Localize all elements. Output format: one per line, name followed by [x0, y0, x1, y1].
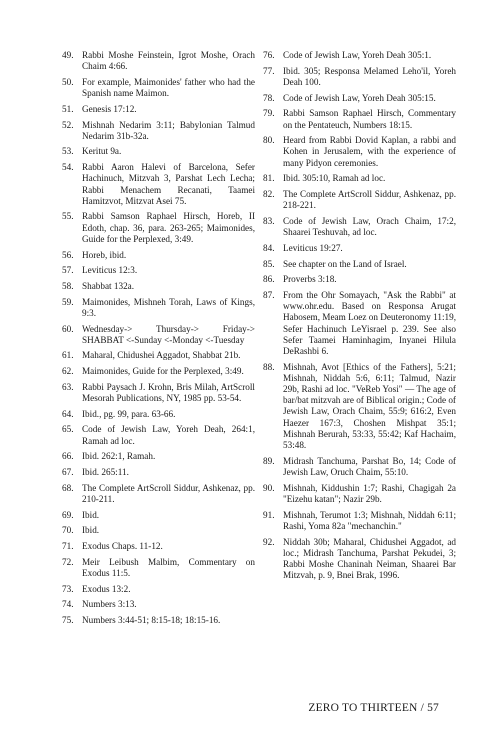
endnote-number: 86. [263, 274, 275, 285]
endnote-number: 81. [263, 173, 275, 184]
endnote-number: 77. [263, 65, 275, 76]
endnote-number: 67. [62, 467, 74, 478]
endnote-item [263, 243, 456, 254]
endnote-text: Ibid. [82, 509, 100, 520]
endnote-item [62, 510, 255, 521]
endnote-text: Shabbat 132a. [82, 280, 135, 291]
endnote-text: Mishnah, Avot [Ethics of the Fathers], 5:21; Mishnah, Niddah 5:6, 6:11; Talmud, Nazir 29b, Rashi ad loc. "VeReb Yosi" — The age of bar/bat mitzvah are of Biblical origin.; Code of Jewish Law, Orach Chaim, 55:9; 616:2, Even Haezer 167:3, Choshen Mishpat 35:1; Mishnah Berurah, 53:33, 55:42; Kaf Hachaim, 53:48. [283, 361, 456, 451]
endnote-number: 76. [263, 50, 275, 60]
endnote-text: Exodus 13:2. [82, 583, 131, 594]
endnote-item [62, 265, 255, 276]
endnote-number: 63. [62, 381, 74, 392]
endnote-item [62, 281, 255, 292]
endnote-text: Numbers 3:44-51; 8:15-18; 18:15-16. [82, 615, 221, 626]
endnote-number: 54. [62, 162, 74, 173]
endnote-number: 87. [263, 289, 275, 300]
endnote-number: 84. [263, 242, 275, 253]
endnotes-list-left [62, 50, 255, 626]
endnote-text: Meir Leibush Malbim, Commentary on Exodus 11:5. [82, 556, 255, 579]
endnote-text: Mishnah, Terumot 1:3; Mishnah, Niddah 6:11; Rashi, Yoma 82a "mechanchin." [283, 509, 456, 531]
endnote-item [62, 382, 255, 404]
endnote-number: 71. [62, 541, 74, 552]
endnote-item [62, 77, 255, 99]
endnote-text: Heard from Rabbi Dovid Kaplan, a rabbi and Kohen in Jerusalem, with the experience of many Pidyon ceremonies. [283, 135, 456, 168]
endnote-text: Ibid. 265:11. [82, 467, 129, 478]
endnote-item [263, 93, 456, 104]
endnote-number: 85. [263, 258, 275, 269]
endnote-item [263, 537, 456, 582]
endnote-text: Exodus Chaps. 11-12. [82, 541, 163, 552]
endnote-text: Mishnah Nedarim 3:11; Babylonian Talmud Nedarim 31b-32a. [82, 119, 255, 141]
endnote-text: Wednesday-> Thursday-> Friday-> SHABBAT <-Sunday <-Monday <-Tuesday [82, 323, 255, 345]
endnote-number: 75. [62, 615, 74, 626]
endnote-number: 59. [62, 296, 74, 307]
endnote-number: 66. [62, 451, 74, 462]
endnote-number: 70. [62, 525, 74, 536]
page-footer: ZERO TO THIRTEEN / 57 [308, 702, 439, 714]
endnote-text: Ibid. 262:1, Ramah. [82, 451, 156, 462]
endnote-text: Maimonides, Mishneh Torah, Laws of Kings, 9:3. [82, 296, 255, 318]
endnote-number: 60. [62, 323, 74, 334]
endnote-text: Ibid. 305; Responsa Melamed Leho'il, Yoreh Deah 100. [283, 65, 456, 87]
endnote-number: 88. [263, 361, 275, 372]
endnotes-left-column [62, 50, 255, 631]
endnote-number: 80. [263, 135, 275, 146]
endnote-item [263, 290, 456, 357]
endnote-number: 55. [62, 211, 74, 222]
endnote-item [263, 66, 456, 88]
endnote-text: Rabbi Samson Raphael Hirsch, Horeb, II Edoth, chap. 36, para. 263-265; Maimonides, Guide for the Perplexed, 3:49. [82, 211, 255, 244]
endnote-number: 49. [62, 50, 74, 60]
endnote-item [263, 173, 456, 184]
endnote-item [62, 599, 255, 610]
endnote-item [263, 108, 456, 130]
endnote-item [62, 146, 255, 157]
endnote-item [62, 424, 255, 446]
endnote-text: Code of Jewish Law, Yoreh Deah 305:15. [283, 92, 436, 103]
endnote-item [62, 50, 255, 72]
endnote-item [263, 189, 456, 211]
endnote-text: Proverbs 3:18. [283, 274, 337, 285]
endnote-number: 53. [62, 146, 74, 157]
endnote-text: Maimonides, Guide for the Perplexed, 3:49. [82, 366, 244, 377]
endnote-number: 82. [263, 189, 275, 200]
endnote-text: Niddah 30b; Maharal, Chidushei Aggadot, ad loc.; Midrash Tanchuma, Parshat Pekudei, 3; Rabbi Moshe Chaninah Neiman, Shaarei Bar Mitzvah, p. 9, Bnei Brak, 1996. [283, 536, 456, 581]
endnote-item [62, 525, 255, 536]
endnote-text: The Complete ArtScroll Siddur, Ashkenaz, pp. 218-221. [283, 189, 456, 211]
endnote-text: Leviticus 19:27. [283, 242, 343, 253]
endnote-text: Code of Jewish Law, Yoreh Deah, 264:1, Ramah ad loc. [82, 424, 255, 446]
endnote-item [62, 483, 255, 505]
endnote-text: For example, Maimonides' father who had the Spanish name Maimon. [82, 76, 255, 99]
endnote-item [62, 557, 255, 579]
endnote-number: 91. [263, 509, 275, 520]
endnote-number: 74. [62, 599, 74, 610]
endnote-item [263, 483, 456, 505]
endnote-item [62, 366, 255, 377]
endnote-number: 50. [62, 76, 74, 87]
endnote-text: Rabbi Moshe Feinstein, Igrot Moshe, Orach Chaim 4:66. [82, 50, 255, 72]
endnote-item [263, 510, 456, 532]
endnote-text: Midrash Tanchuma, Parshat Bo, 14; Code of Jewish Law, Oruch Chaim, 55:10. [283, 455, 456, 477]
endnote-text: Numbers 3:13. [82, 599, 137, 610]
endnote-item [62, 120, 255, 142]
endnote-number: 57. [62, 265, 74, 276]
endnote-item [62, 324, 255, 346]
endnote-text: Keritut 9a. [82, 146, 122, 157]
endnote-item [263, 362, 456, 452]
endnotes-right-column [263, 50, 456, 586]
endnote-number: 79. [263, 108, 275, 119]
endnote-item [263, 135, 456, 169]
endnote-number: 78. [263, 92, 275, 103]
endnotes-list-right [263, 50, 456, 581]
endnote-number: 52. [62, 119, 74, 130]
endnote-number: 73. [62, 583, 74, 594]
endnote-number: 90. [263, 482, 275, 493]
endnote-text: Rabbi Samson Raphael Hirsch, Commentary on the Pentateuch, Numbers 18:15. [283, 108, 456, 130]
endnote-item [62, 541, 255, 552]
endnote-number: 89. [263, 455, 275, 466]
endnote-number: 51. [62, 103, 74, 114]
endnote-number: 62. [62, 366, 74, 377]
endnote-number: 61. [62, 350, 74, 361]
endnote-item [62, 211, 255, 245]
endnote-text: Ibid. [82, 525, 100, 536]
endnote-item [62, 162, 255, 207]
endnote-text: Horeb, ibid. [82, 249, 127, 260]
endnote-item [62, 297, 255, 319]
endnote-text: Leviticus 12:3. [82, 265, 138, 276]
endnote-text: Rabbi Aaron Halevi of Barcelona, Sefer Hachinuch, Mitzvah 3, Parshat Lech Lecha; Rabbi Menachem Recanati, Taamei Hamitzvot, Mitzvat Asei 75. [82, 162, 255, 206]
endnote-number: 72. [62, 556, 74, 567]
endnote-item [62, 350, 255, 361]
endnote-item [62, 104, 255, 115]
endnote-number: 58. [62, 280, 74, 291]
endnote-number: 68. [62, 482, 74, 493]
endnote-item [263, 50, 456, 61]
endnote-text: Ibid., pg. 99, para. 63-66. [82, 408, 176, 419]
endnote-number: 69. [62, 509, 74, 520]
endnote-item [62, 409, 255, 420]
endnote-text: The Complete ArtScroll Siddur, Ashkenaz, pp. 210-211. [82, 482, 255, 504]
endnote-text: Code of Jewish Law, Orach Chaim, 17:2, Shaarei Teshuvah, ad loc. [283, 215, 456, 238]
endnote-item [263, 456, 456, 478]
endnote-number: 83. [263, 215, 275, 226]
endnote-number: 92. [263, 536, 275, 547]
endnote-item [62, 250, 255, 261]
endnote-item [263, 259, 456, 270]
endnote-number: 65. [62, 424, 74, 435]
endnote-text: Code of Jewish Law, Yoreh Deah 305:1. [283, 50, 432, 60]
endnote-text: From the Ohr Somayach, "Ask the Rabbi" at www.ohr.edu. Based on Responsa Arugat Habosem, Meam Loez on Deuteronomy 11:19, Sefer Hachinuch LeYisrael p. 239. See also Sefer Taamei Haminhagim, Inyanei Hilula DeRashbi 6. [283, 289, 456, 356]
endnote-text: Mishnah, Kiddushin 1:7; Rashi, Chagigah 2a "Eizehu katan"; Nazir 29b. [283, 482, 456, 504]
endnote-text: Ibid. 305:10, Ramah ad loc. [283, 173, 386, 184]
endnote-text: Genesis 17:12. [82, 103, 137, 114]
endnote-text: Rabbi Paysach J. Krohn, Bris Milah, ArtScroll Mesorah Publications, NY, 1985 pp. 53-54. [82, 381, 255, 404]
endnote-item [62, 467, 255, 478]
endnote-text: See chapter on the Land of Israel. [283, 258, 407, 269]
endnote-item [62, 584, 255, 595]
endnote-item [62, 615, 255, 626]
endnote-text: Maharal, Chidushei Aggadot, Shabbat 21b. [82, 350, 241, 361]
endnote-item [62, 451, 255, 462]
endnote-number: 64. [62, 408, 74, 419]
endnote-number: 56. [62, 249, 74, 260]
endnote-item [263, 274, 456, 285]
endnote-item [263, 216, 456, 238]
